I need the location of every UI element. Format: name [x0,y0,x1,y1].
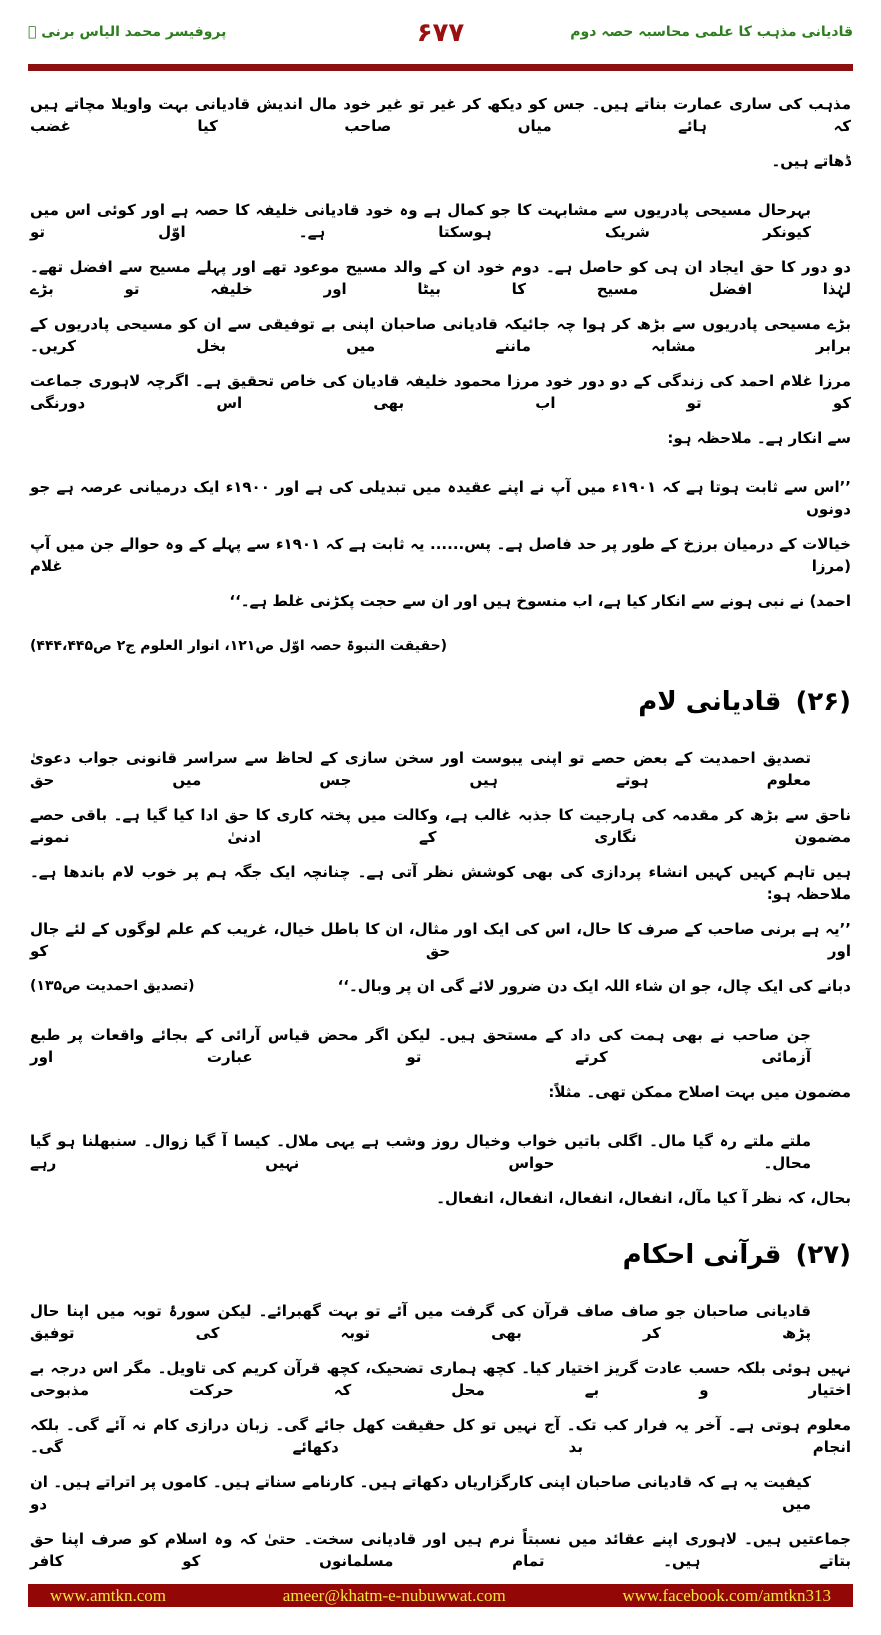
section-title: قادیانی لام [638,687,782,717]
text-line: نہیں ہوئی بلکہ حسب عادت گریز اختیار کیا۔ کچھ ہماری تضحیک، کچھ قرآن کریم کی تاویل۔ مگر اس درجہ بے اختیار و بے محل کہ حرکت مذبوحی [30,1359,851,1399]
text-line: معلوم ہوتی ہے۔ آخر یہ فرار کب تک۔ آج نہیں تو کل حقیقت کھل جائے گی۔ زبان درازی کام نہ آئے گی۔ بلکہ انجام بد دکھائے گی۔ [30,1416,851,1456]
text-line: قادیانی صاحبان جو صاف صاف قرآن کی گرفت میں آئے تو بہت گھبرائے۔ لیکن سورۂ توبہ میں اپنا حال پڑھ کر بھی توبہ کی توفیق [30,1302,811,1342]
section-heading-26 [30,674,851,734]
page-footer [28,1584,853,1607]
text-line: بڑے مسیحی پادریوں سے بڑھ کر ہوا چہ جائیکہ قادیانی صاحبان اپنی بے توفیقی سے ان کو مسیحی پادریوں کے برابر مشابہ ماننے میں بخل کریں۔ [30,315,851,355]
text-line: تصدیق احمدیت کے بعض حصے تو اپنی یبوست اور سخن سازی کے لحاظ سے سراسر قانونی جواب دعویٰ معلوم ہوتے ہیں جس میں حق [30,749,811,789]
text-line: سے انکار ہے۔ ملاحظہ ہو: [667,429,851,447]
page-header [28,18,853,58]
header-divider [28,64,853,68]
text-line: دو دور کا حق ایجاد ان ہی کو حاصل ہے۔ دوم خود ان کے والد مسیح موعود تھے اور پہلے مسیح سے افضل تھے۔ لہٰذا افضل مسیح کا بیٹا اور خلیفہ تو بڑے [30,258,851,298]
text-line: ڈھاتے ہیں۔ [771,152,851,170]
text-line: کیفیت یہ ہے کہ قادیانی صاحبان اپنی کارگزاریاں دکھاتے ہیں۔ کارنامے سناتے ہیں۔ کاموں پر اتراتے ہیں۔ ان میں دو [30,1473,811,1513]
quote-line [30,962,851,1011]
text-line: بہرحال مسیحی پادریوں سے مشابہت کا جو کمال ہے وہ خود قادیانی خلیفہ کا حصہ ہے اور کوئی اس میں کیونکر شریک ہوسکتا ہے۔ اوّل تو [30,201,811,241]
text-line: جن صاحب نے بھی ہمت کی داد کے مستحق ہیں۔ لیکن اگر محض قیاس آرائی کے بجائے واقعات پر طبع آزمائی کرتے تو عبارت اور [30,1026,811,1066]
text-line: ملتے ملتے رہ گیا مال۔ اگلی باتیں خواب وخیال روز وشب ہے یہی ملال۔ کیسا آ گیا زوال۔ سنبھلنا ہو گیا محال۔ حواس نہیں رہے [30,1132,811,1172]
text-line: ہیں تاہم کہیں کہیں انشاء پردازی کی بھی کوشش نظر آتی ہے۔ چنانچہ ایک جگہ ہم پر خوب لام باندھا ہے۔ ملاحظہ ہو: [30,863,851,903]
email-link[interactable]: ameer@khatm-e-nubuwwat.com [282,1585,506,1605]
page-number: ۶۷۷ [416,18,465,48]
quote-line: ’’یہ ہے برنی صاحب کے صرف کا حال، اس کی ایک اور مثال، ان کا باطل خیال، غریب کم علم لوگوں کے لئے جال اور حق کو [30,920,851,960]
section-number: (۲۶) [795,687,851,717]
author-name: پروفیسر محمد الیاس برنی ﷫ [28,24,227,40]
quote-line: احمد) نے نبی ہونے سے انکار کیا ہے، اب منسوخ ہیں اور ان سے حجت پکڑنی غلط ہے۔‘‘ [229,592,851,610]
section-title: قرآنی احکام [622,1240,782,1270]
citation: (تصدیق احمدیت ص۱۳۵) [30,978,195,994]
text-line: مرزا غلام احمد کی زندگی کے دو دور خود مرزا محمود خلیفہ قادیان کی خاص تحقیق ہے۔ اگرچہ لاہوری جماعت کو تو اب بھی اس دورنگی [30,372,851,412]
text-line: مذہب کی ساری عمارت بناتے ہیں۔ جس کو دیکھ کر غیر تو غیر خود مال اندیش قادیانی بہت واویلا مچاتے ہیں کہ ہائے میاں صاحب کیا غضب [30,95,851,135]
citation-text: (حقیقت النبوۃ حصہ اوّل ص۱۲۱، انوار العلوم ج۲ ص۴۴۴،۴۴۵) [30,638,448,654]
text-line: جماعتیں ہیں۔ لاہوری اپنے عقائد میں نسبتاً نرم ہیں اور قادیانی سخت۔ حتیٰ کہ وہ اسلام کو صرف اپنا حق بتاتے ہیں۔ تمام مسلمانوں کو کافر [30,1530,851,1570]
quote-text: دبانے کی ایک چال، جو ان شاء اللہ ایک دن ضرور لائے گی ان پر وبال۔‘‘ [337,977,851,995]
book-title: قادیانی مذہب کا علمی محاسبہ حصہ دوم [570,24,853,40]
section-number: (۲۷) [795,1240,851,1270]
facebook-link[interactable]: www.facebook.com/amtkn313 [622,1585,831,1605]
quote-line: ’’اس سے ثابت ہوتا ہے کہ ۱۹۰۱ء میں آپ نے اپنے عقیدہ میں تبدیلی کی ہے اور ۱۹۰۰ء ایک درمیانی عرصہ ہے جو دونوں [30,478,852,518]
text-line: مضمون میں بہت اصلاح ممکن تھی۔ مثلاً: [548,1083,851,1101]
text-line: بحال، کہ نظر آ کیا مآل، انفعال، انفعال، انفعال، انفعال۔ [436,1189,851,1207]
website-link[interactable]: www.amtkn.com [50,1585,166,1605]
text-line: ناحق سے بڑھ کر مقدمہ کی ہارجیت کا جذبہ غالب ہے، وکالت میں پختہ کاری کا حق ادا کیا گیا ہے۔ باقی حصے مضمون نگاری کے ادنیٰ نمونے [30,806,851,846]
section-heading-27 [30,1227,851,1287]
citation [30,626,851,670]
quote-line: خیالات کے درمیان برزخ کے طور پر حد فاصل ہے۔ پس...... یہ ثابت ہے کہ ۱۹۰۱ء سے پہلے کے وہ حوالے جن میں آپ (مرزا غلام [30,535,851,575]
